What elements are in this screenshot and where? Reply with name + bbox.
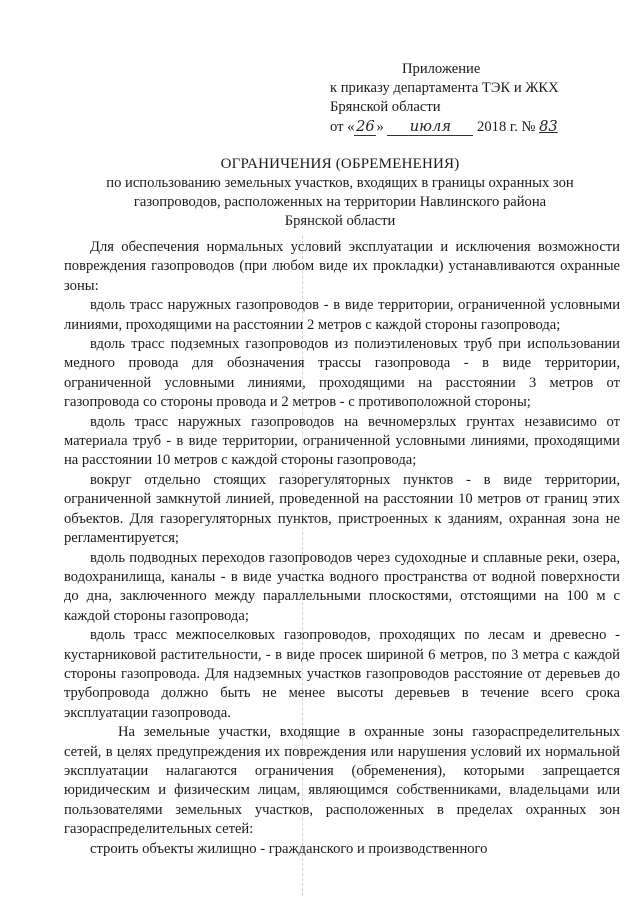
paragraph-zone-polyethylene: вдоль трасс подземных газопроводов из полиэтиленовых труб при использовании медного провода для обозначения трассы газопровода - в виде территории, ограниченной условными линиями, проходящими на расстоянии 3 метров от газопровода со стороны провода и 2 метров - с противоположной стороны; — [64, 336, 620, 411]
paragraph-zone-underwater: вдоль подводных переходов газопроводов через судоходные и сплавные реки, озера, водохранилища, каналы - в виде участка водного пространства от водной поверхности до дна, заключенного между параллельными плоскостями, отстоящими на 100 м с каждой стороны газопровода; — [64, 549, 620, 624]
paragraph-restriction-build: строить объекты жилищно - гражданского и производственного — [90, 840, 488, 857]
region-name: Брянской области — [330, 99, 441, 115]
document-body — [64, 238, 620, 859]
year-text: 2018 г. № — [477, 119, 536, 135]
handwritten-number: 83 — [539, 118, 558, 135]
title-main: ОГРАНИЧЕНИЯ (ОБРЕМЕНЕНИЯ) — [220, 156, 460, 172]
title-sub-2: газопроводов, расположенных на территории Навлинского района — [133, 194, 547, 211]
order-reference: к приказу департамента ТЭК и ЖКХ — [330, 80, 559, 96]
paragraph-zone-regulator: вокруг отдельно стоящих газорегуляторных пунктов - в виде территории, ограниченной замкнутой линией, проведенной на расстоянии 10 метров от границ этих объектов. Для газорегуляторных пунктов, пристроенных к зданиям, охранная зона не регламентируется; — [64, 471, 620, 547]
paragraph-zone-outdoor: вдоль трасс наружных газопроводов - в виде территории, ограниченной условными линиями, проходящими на расстоянии 2 метров с каждой стороны газопровода; — [64, 297, 620, 333]
order-date-line — [330, 117, 620, 136]
document-title — [60, 155, 620, 231]
appendix-header — [330, 60, 620, 136]
appendix-label: Приложение — [402, 61, 481, 77]
date-mid: » — [376, 119, 384, 135]
paragraph-restrictions: На земельные участки, входящие в охранные зоны газораспределительных сетей, в целях предупреждения их повреждения или нарушения условий их нормальной эксплуатации налагаются ограничения (обременения), которыми запрещается юридическим и физическим лицам, являющимся собственниками, владельцами или пользователями земельных участков, расположенных в пределах охранных зон газораспределительных сетей: — [64, 724, 620, 838]
handwritten-month: июля — [387, 119, 473, 136]
handwritten-day: 26 — [356, 118, 375, 135]
paragraph-zone-permafrost: вдоль трасс наружных газопроводов на вечномерзлых грунтах независимо от материала труб - в виде территории, ограниченной условными линиями, проходящими на расстоянии 10 метров с каждой стороны газопровода; — [64, 413, 620, 469]
paragraph-zone-forest: вдоль трасс межпоселковых газопроводов, проходящих по лесам и древесно - кустарниковой растительности, - в виде просек шириной 6 метров, по 3 метра с каждой стороны газопровода. Для надземных участков газопроводов расстояние от деревьев до трубопровода должно быть не менее высоты деревьев в течение всего срока эксплуатации газопровода. — [64, 627, 620, 721]
title-sub-3: Брянской области — [284, 213, 396, 230]
date-prefix: от « — [330, 119, 355, 135]
title-sub-1: по использованию земельных участков, входящих в границы охранных зон — [106, 175, 574, 192]
paragraph-intro: Для обеспечения нормальных условий эксплуатации и исключения возможности повреждения газопроводов (при любом виде их прокладки) устанавливаются охранные зоны: — [64, 239, 620, 294]
